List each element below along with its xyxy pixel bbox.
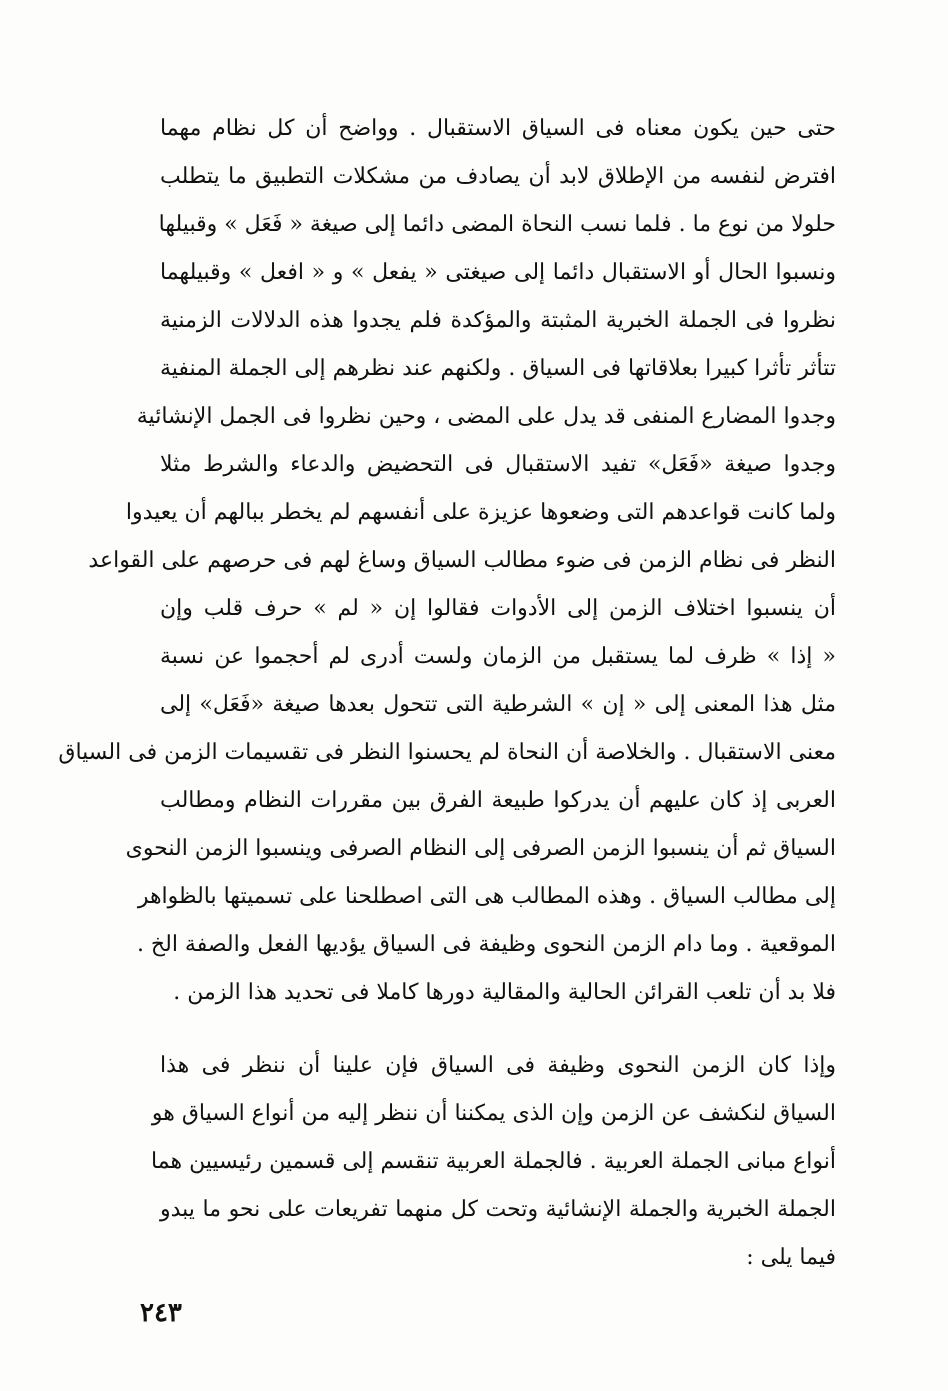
text-line: نظروا فى الجملة الخبرية المثبتة والمؤكدة فلم يجدوا هذه الدلالات الزمنية — [160, 308, 836, 333]
text-line: ونسبوا الحال أو الاستقبال دائما إلى صيغتى « يفعل » و « افعل » وقبيلهما — [160, 260, 836, 285]
text-line: وجدوا صيغة «فَعَل» تفيد الاستقبال فى التحضيض والدعاء والشرط مثلا — [160, 452, 836, 477]
text-line: فلا بد أن تلعب القرائن الحالية والمقالية دورها كاملا فى تحديد هذا الزمن . — [173, 980, 836, 1005]
text-line: العربى إذ كان عليهم أن يدركوا طبيعة الفرق بين مقررات النظام ومطالب — [160, 788, 836, 813]
text-line: حلولا من نوع ما . فلما نسب النحاة المضى دائما إلى صيغة « فَعَل » وقبيلها — [158, 212, 836, 237]
page-number: ٢٤٣ — [140, 1298, 182, 1328]
text-line: السياق لنكشف عن الزمن وإن الذى يمكننا أن ننظر إليه من أنواع السياق هو — [151, 1101, 836, 1126]
text-line: وجدوا المضارع المنفى قد يدل على المضى ، وحين نظروا فى الجمل الإنشائية — [136, 404, 836, 429]
text-line: مثل هذا المعنى إلى « إن » الشرطية التى تتحول بعدها صيغة «فَعَل» إلى — [160, 692, 836, 717]
text-line: أنواع مبانى الجملة العربية . فالجملة العربية تنقسم إلى قسمين رئيسيين هما — [151, 1149, 836, 1174]
text-line: افترض لنفسه من الإطلاق لابد أن يصادف من مشكلات التطبيق ما يتطلب — [160, 164, 836, 189]
text-line: النظر فى نظام الزمن فى ضوء مطالب السياق وساغ لهم فى حرصهم على القواعد — [88, 548, 836, 573]
text-line: « إذا » ظرف لما يستقبل من الزمان ولست أدرى لم أحجموا عن نسبة — [160, 644, 836, 669]
text-line: أن ينسبوا اختلاف الزمن إلى الأدوات فقالوا إن « لم » حرف قلب وإن — [160, 596, 836, 621]
text-line: معنى الاستقبال . والخلاصة أن النحاة لم يحسنوا النظر فى تقسيمات الزمن فى السياق — [58, 740, 836, 765]
text-line: ولما كانت قواعدهم التى وضعوها عزيزة على أنفسهم لم يخطر ببالهم أن يعيدوا — [125, 500, 836, 525]
text-line: وإذا كان الزمن النحوى وظيفة فى السياق فإن علينا أن ننظر فى هذا — [160, 1053, 836, 1078]
paragraph-2 — [151, 1042, 836, 1282]
text-line: الموقعية . وما دام الزمن النحوى وظيفة فى السياق يؤديها الفعل والصفة الخ . — [136, 932, 836, 957]
text-line: تتأثر تأثرا كبيرا بعلاقاتها فى السياق . ولكنهم عند نظرهم إلى الجملة المنفية — [159, 356, 836, 381]
text-line: الجملة الخبرية والجملة الإنشائية وتحت كل منهما تفريعات على نحو ما يبدو — [160, 1197, 836, 1222]
text-line: إلى مطالب السياق . وهذه المطالب هى التى اصطلحنا على تسميتها بالظواهر — [137, 884, 836, 909]
text-line: حتى حين يكون معناه فى السياق الاستقبال . وواضح أن كل نظام مهما — [160, 116, 836, 141]
text-line: السياق ثم أن ينسبوا الزمن الصرفى إلى النظام الصرفى وينسبوا الزمن النحوى — [125, 836, 836, 861]
paragraph-1 — [58, 105, 836, 1017]
text-line: فيما يلى : — [746, 1245, 836, 1270]
